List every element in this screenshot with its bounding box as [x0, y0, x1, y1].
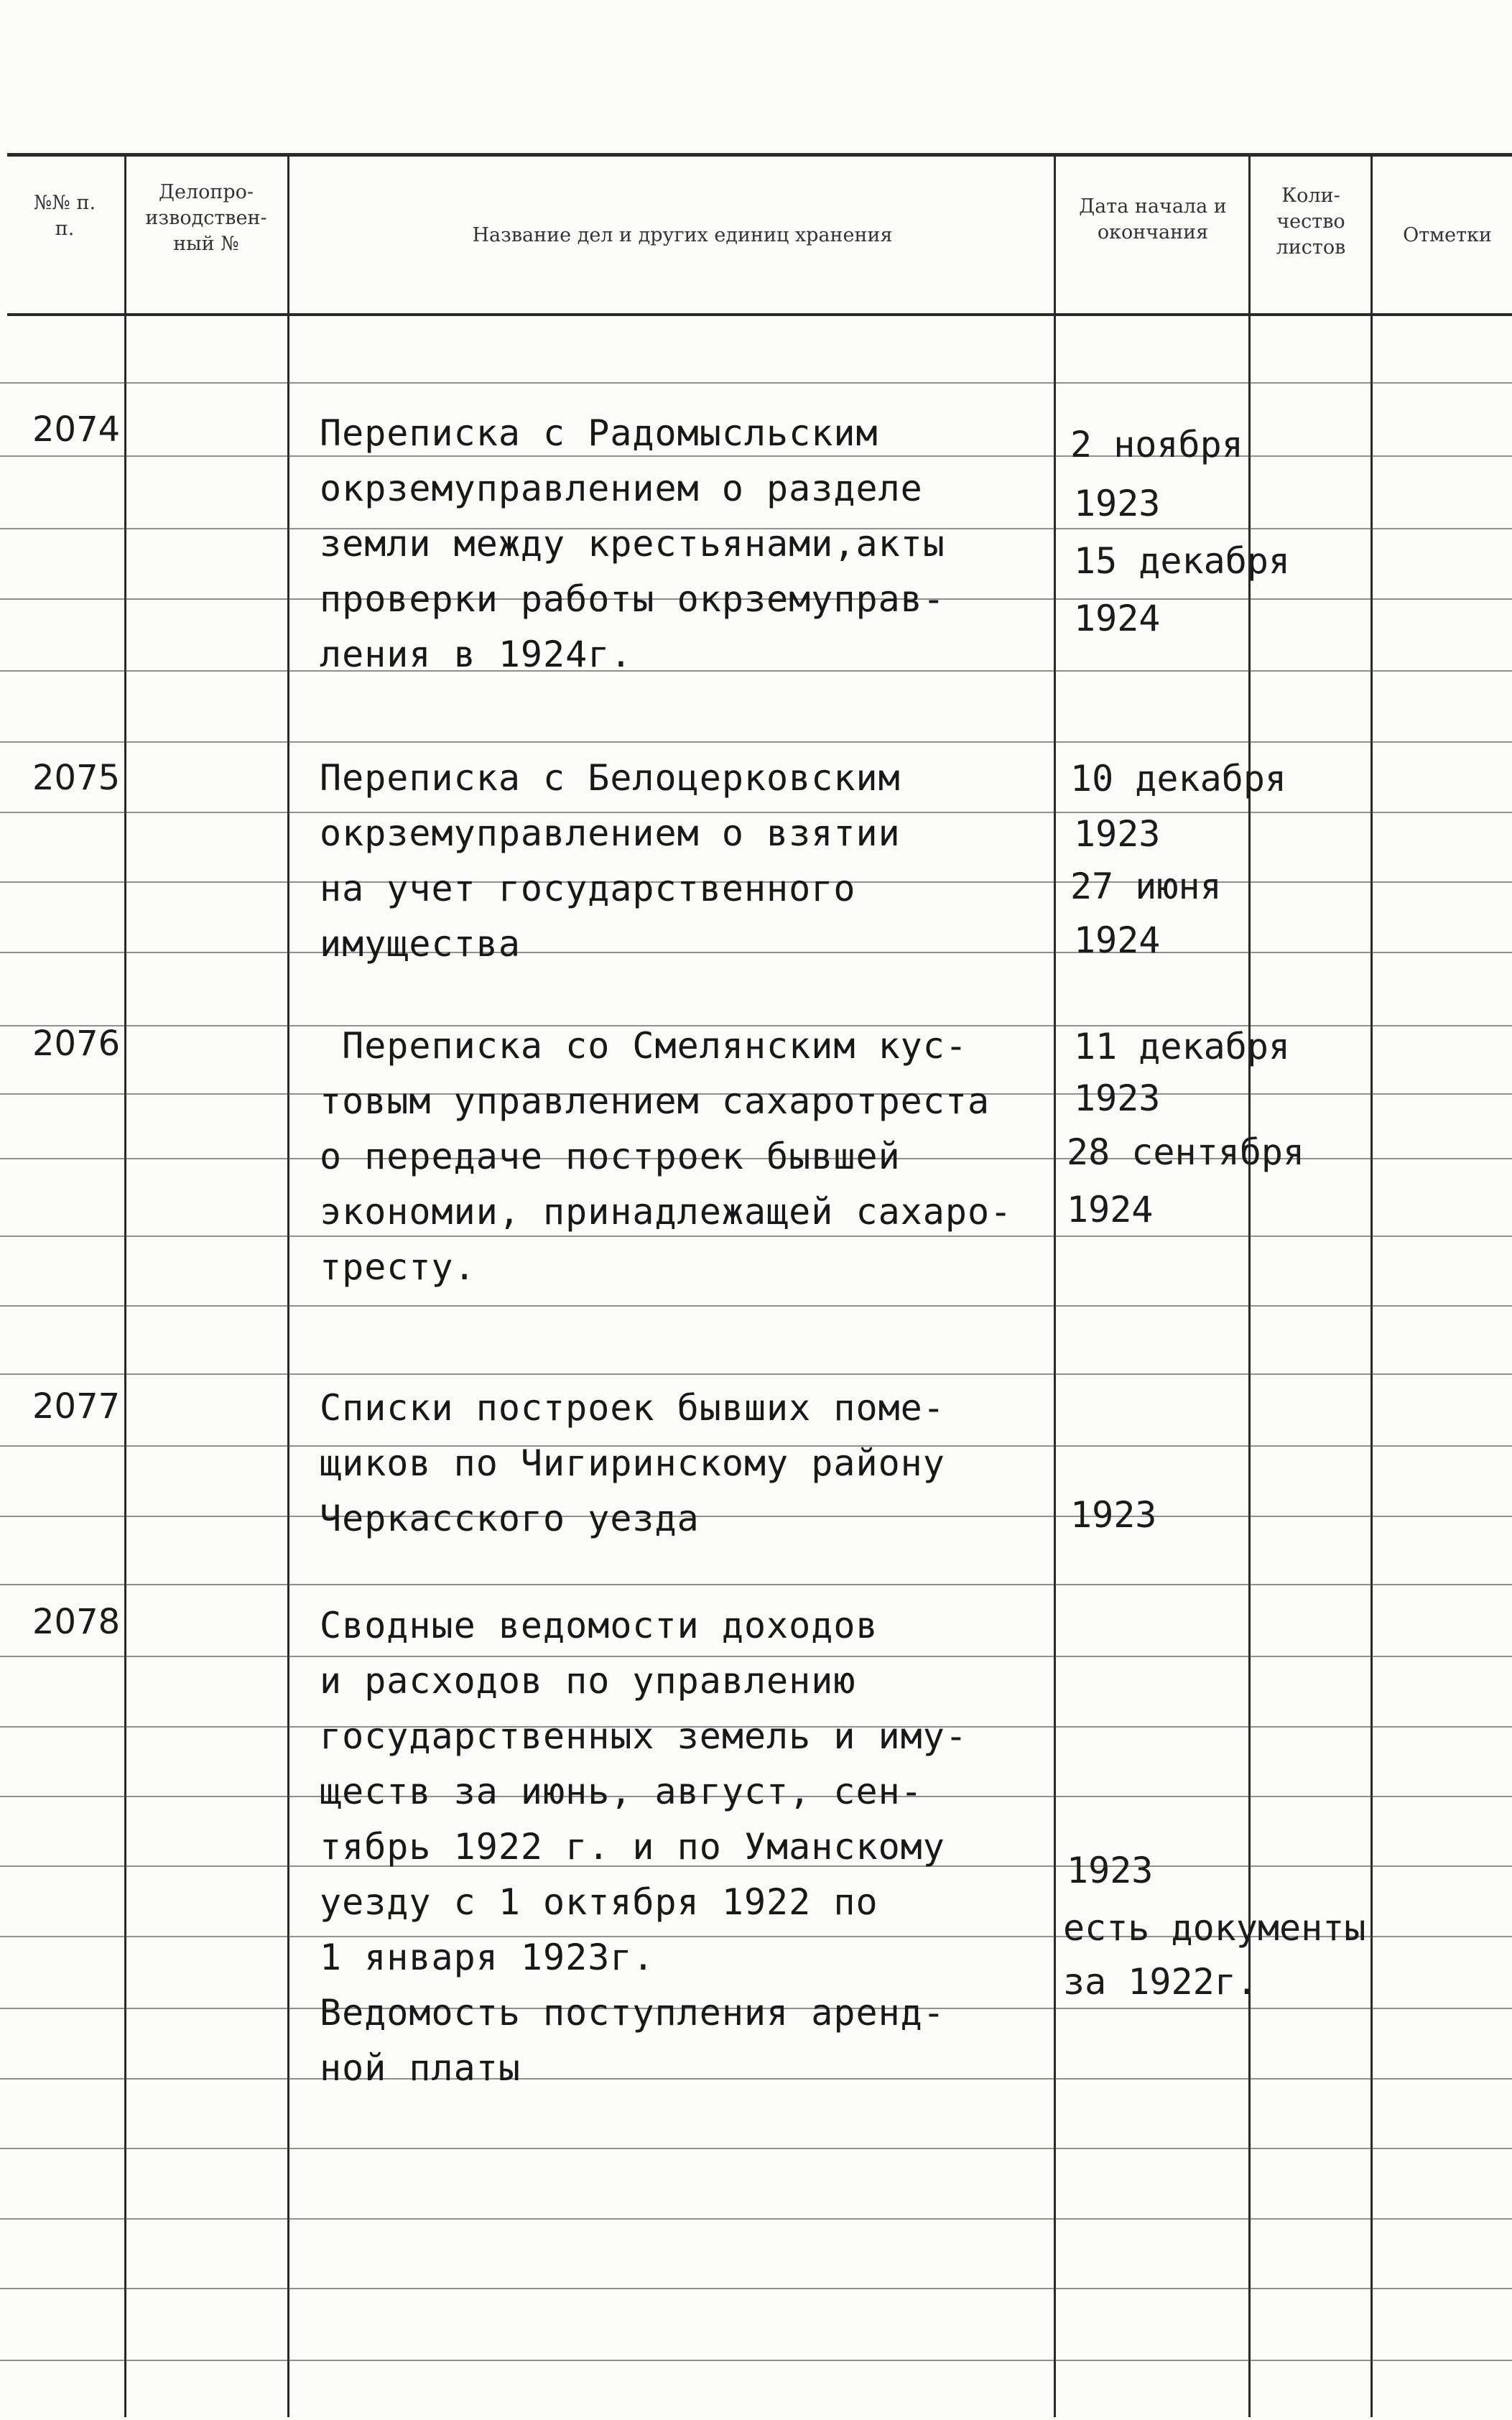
- entry-date: 10 декабря: [1070, 758, 1287, 799]
- row-rule: [0, 1584, 1512, 1585]
- row-rule: [0, 952, 1512, 953]
- row-rule: [0, 1305, 1512, 1307]
- entry-title-line: тябрь 1922 г. и по Уманскому: [320, 1826, 945, 1868]
- entry-date: 1924: [1067, 1189, 1154, 1230]
- entry-date: 2 ноября: [1070, 424, 1243, 465]
- row-rule: [0, 1516, 1512, 1517]
- entry-date: 1923: [1074, 483, 1161, 524]
- entry-title-line: Черкасского уезда: [320, 1498, 700, 1539]
- entry-number: 2076: [32, 1024, 121, 1064]
- entry-date: 15 декабря: [1074, 540, 1291, 582]
- entry-title-line: ной платы: [320, 2047, 521, 2089]
- header-dates: Дата начала и окончания: [1079, 195, 1227, 244]
- entry-number: 2077: [32, 1386, 121, 1427]
- header-bottom-border: [7, 313, 1512, 316]
- entry-title-line: Списки построек бывших поме-: [320, 1387, 945, 1429]
- header-sheets: Коли- чество листов: [1276, 185, 1346, 259]
- entry-title-line: товым управлением сахаротреста: [320, 1080, 991, 1122]
- entry-title-line: и расходов по управлению: [320, 1660, 856, 1702]
- entry-title-line: Ведомость поступления аренд-: [320, 1992, 945, 2034]
- row-rule: [0, 1373, 1512, 1375]
- row-rule: [0, 382, 1512, 384]
- entry-title-line: имущества: [320, 923, 521, 965]
- entry-number: 2075: [32, 758, 121, 798]
- entry-date: 11 декабря: [1074, 1026, 1291, 1067]
- entry-title-line: Переписка со Смелянским кус-: [320, 1025, 968, 1067]
- entry-date: 1924: [1074, 919, 1161, 961]
- entry-title-line: ществ за июнь, август, сен-: [320, 1771, 923, 1812]
- row-rule: [0, 2218, 1512, 2220]
- entry-title-line: о передаче построек бывшей: [320, 1136, 901, 1177]
- entry-date: 28 сентября: [1067, 1131, 1305, 1173]
- entry-date: 1923: [1070, 1494, 1157, 1536]
- entry-title-line: ления в 1924г.: [320, 634, 633, 675]
- entry-title-line: 1 января 1923г.: [320, 1937, 655, 1978]
- entry-title-line: окрземуправлением о разделе: [320, 468, 923, 509]
- header-number: №№ п. п.: [33, 192, 96, 240]
- entry-title-line: щиков по Чигиринскому району: [320, 1442, 945, 1484]
- entry-title-line: Переписка с Белоцерковским: [320, 757, 901, 799]
- row-rule: [0, 2360, 1512, 2361]
- entry-number: 2078: [32, 1602, 121, 1642]
- entry-title-line: окрземуправлением о взятии: [320, 812, 901, 854]
- entry-title-line: на учет государственного: [320, 868, 856, 909]
- entry-title-line: экономии, принадлежащей сахаро-: [320, 1191, 1013, 1233]
- header-notes: Отметки: [1403, 224, 1492, 246]
- entry-title-line: уезду с 1 октября 1922 по: [320, 1881, 878, 1923]
- entry-date: 1923: [1067, 1850, 1154, 1891]
- row-rule: [0, 670, 1512, 672]
- entry-title-line: проверки работы окрземуправ-: [320, 578, 945, 620]
- row-rule: [0, 2148, 1512, 2149]
- entry-number: 2074: [32, 409, 121, 450]
- entry-date: 27 июня: [1070, 866, 1222, 907]
- entry-title-line: тресту.: [320, 1246, 476, 1288]
- entry-title-line: Сводные ведомости доходов: [320, 1605, 878, 1646]
- entry-title-line: земли между крестьянами,акты: [320, 523, 945, 565]
- entry-title-line: государственных земель и иму-: [320, 1715, 968, 1757]
- header-office-number: Делопро- изводствен- ный №: [145, 181, 267, 255]
- entry-title-line: Переписка с Радомысльским: [320, 412, 878, 454]
- header-title: Название дел и других единиц хранения: [472, 224, 893, 246]
- table-top-border: [7, 153, 1512, 157]
- row-rule: [0, 741, 1512, 743]
- entry-date: есть документы: [1063, 1907, 1366, 1949]
- row-rule: [0, 2078, 1512, 2080]
- entry-date: 1923: [1074, 1077, 1161, 1119]
- entry-date: 1924: [1074, 598, 1161, 639]
- row-rule: [0, 2288, 1512, 2289]
- entry-date: за 1922г.: [1063, 1961, 1258, 2003]
- entry-date: 1923: [1074, 813, 1161, 855]
